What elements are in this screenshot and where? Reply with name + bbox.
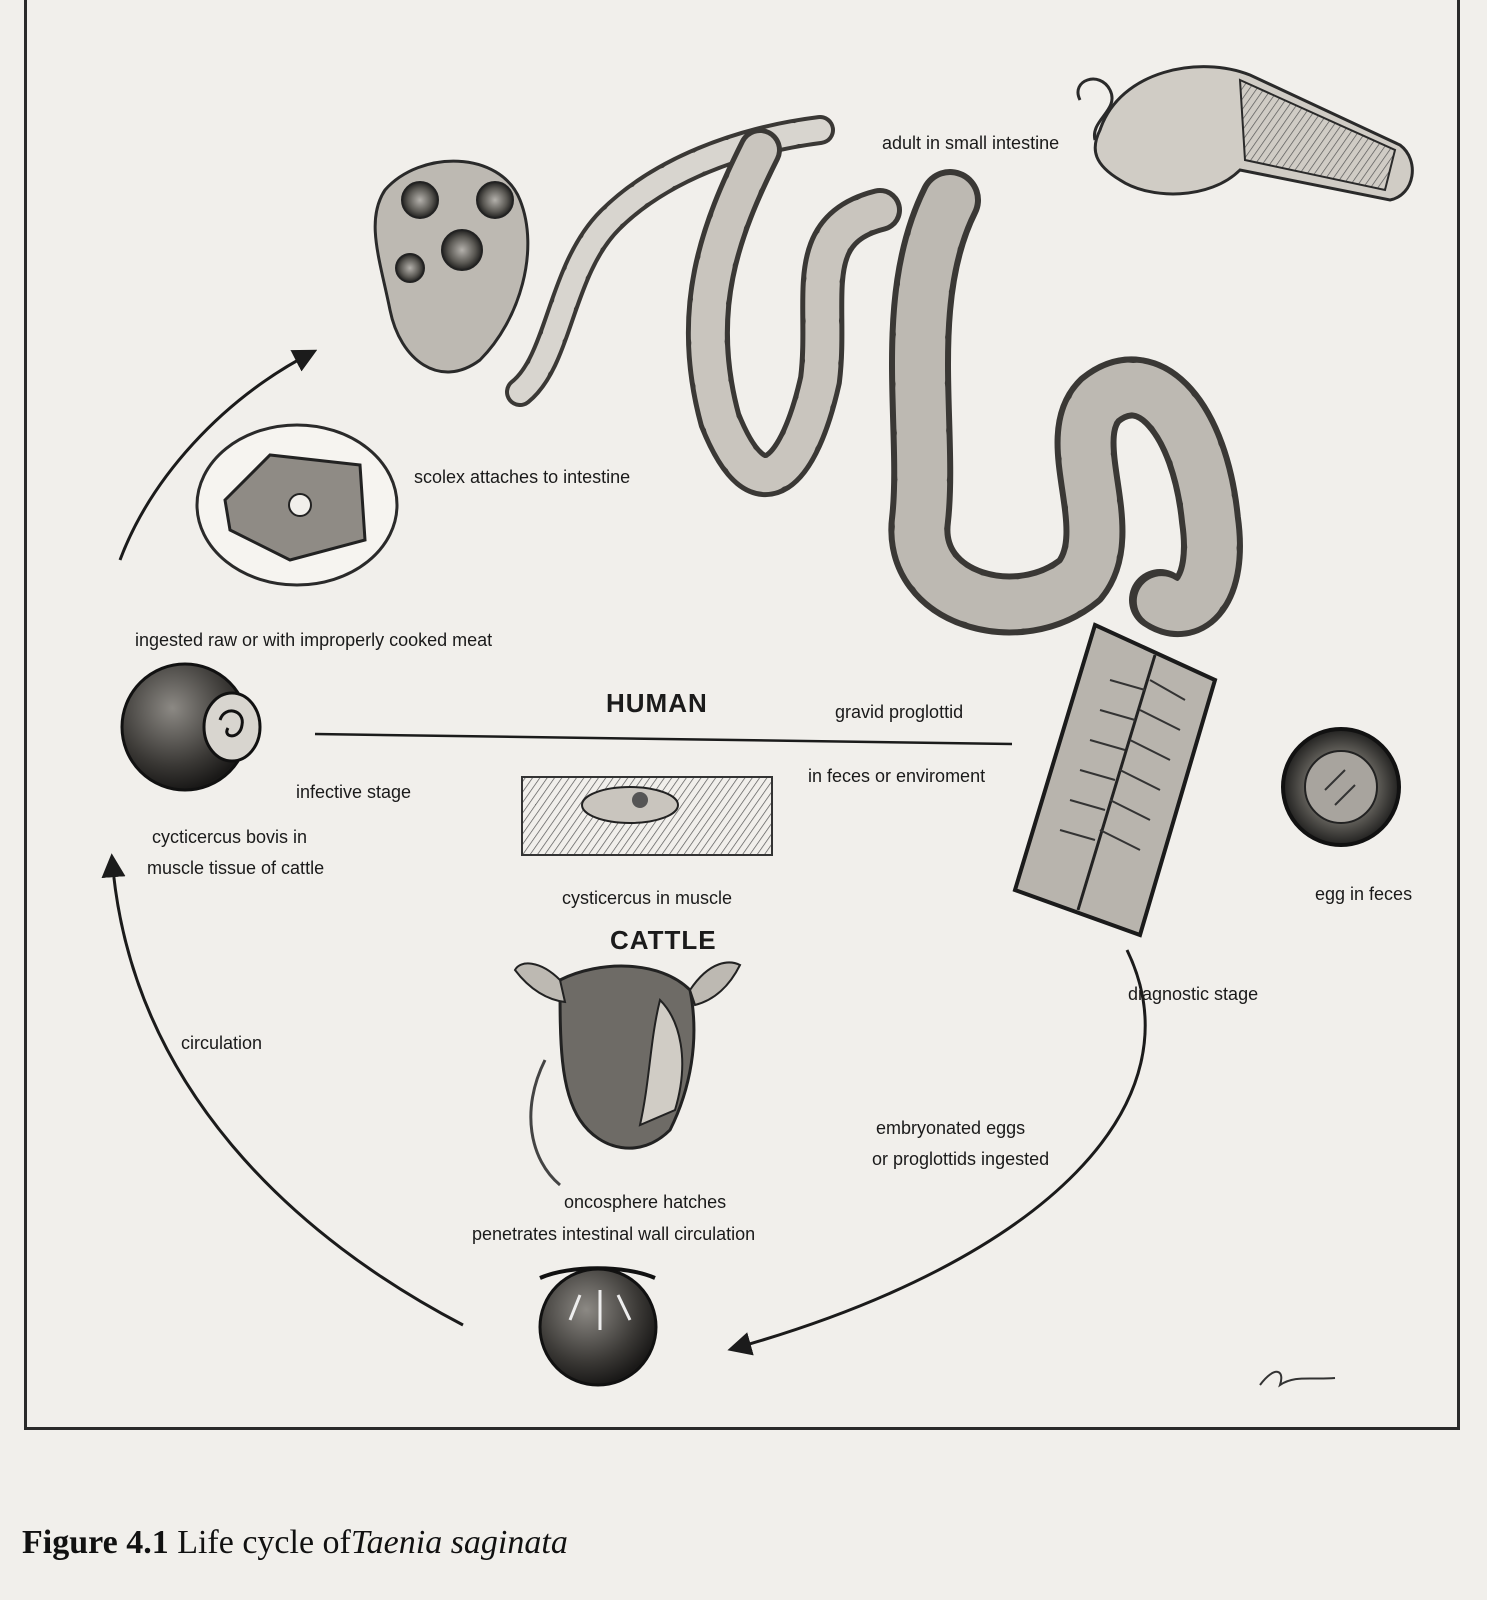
adult-tapeworm-illustration xyxy=(520,130,1212,606)
label-cyst-muscle: cysticercus in muscle xyxy=(562,888,733,908)
arrow-circulation-up xyxy=(112,858,463,1325)
label-cysticercus-bovis-line2: muscle tissue of cattle xyxy=(147,858,325,878)
label-circulation: circulation xyxy=(181,1033,263,1053)
label-embryonated-line1: embryonated eggs xyxy=(876,1118,1026,1138)
label-infective: infective stage xyxy=(296,782,412,802)
label-oncosphere-line1: oncosphere hatches xyxy=(564,1192,727,1212)
figure-caption xyxy=(22,1524,568,1562)
label-egg-feces: egg in feces xyxy=(1315,884,1413,904)
figure-number: Figure 4.1 xyxy=(22,1524,169,1561)
cattle-illustration xyxy=(515,963,740,1185)
caption-prefix: Life cycle of xyxy=(177,1524,351,1561)
label-adult: adult in small intestine xyxy=(882,133,1060,153)
label-scolex: scolex attaches to intestine xyxy=(414,467,631,487)
oncosphere-illustration xyxy=(540,1268,656,1385)
label-gravid: gravid proglottid xyxy=(835,702,964,722)
label-diagnostic: diagnostic stage xyxy=(1128,984,1259,1004)
meat-plate-illustration xyxy=(197,425,397,585)
cysticercus-illustration xyxy=(122,664,260,790)
host-divider-line xyxy=(315,734,1012,744)
label-ingested: ingested raw or with improperly cooked meat xyxy=(135,630,493,650)
scolex-illustration xyxy=(375,161,528,372)
caption-species: Taenia saginata xyxy=(350,1524,568,1561)
label-cysticercus-bovis-line1: cycticercus bovis in xyxy=(152,827,308,847)
label-feces-env: in feces or enviroment xyxy=(808,766,986,786)
host-human: HUMAN xyxy=(606,688,708,718)
intestine-illustration xyxy=(1078,67,1412,200)
muscle-tissue-illustration xyxy=(522,777,772,855)
egg-in-feces-illustration xyxy=(1283,729,1399,845)
gravid-proglottid-illustration xyxy=(1015,625,1215,935)
label-oncosphere-line2: penetrates intestinal wall circulation xyxy=(472,1224,756,1244)
label-embryonated-line2: or proglottids ingested xyxy=(872,1149,1050,1169)
signature-mark xyxy=(1260,1372,1335,1385)
host-cattle: CATTLE xyxy=(610,925,717,955)
